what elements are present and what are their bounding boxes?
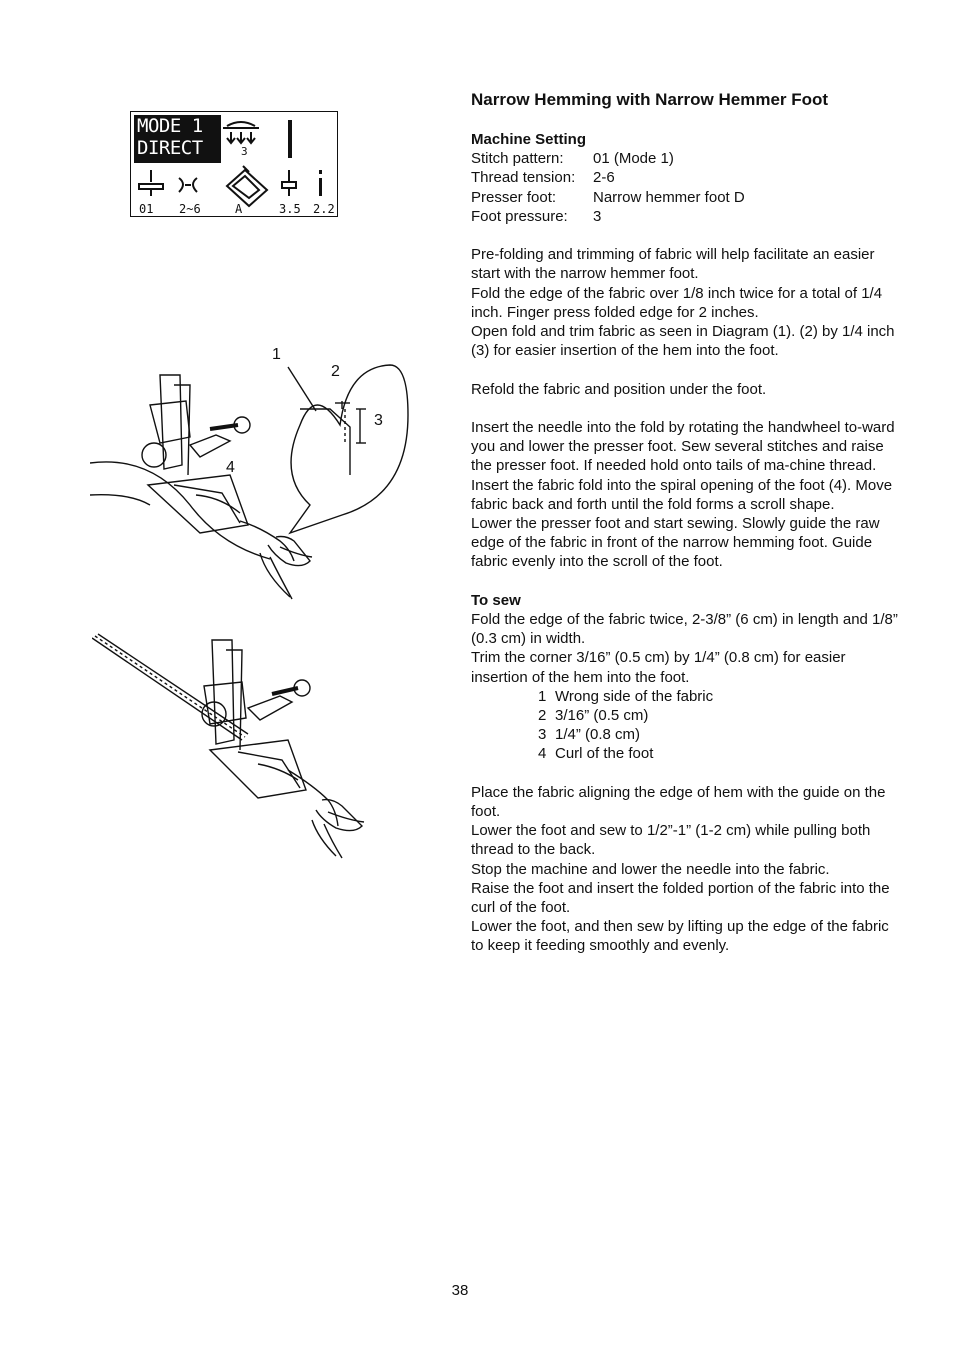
- legend-item: [538, 725, 901, 744]
- direct-label: DIRECT: [137, 137, 203, 159]
- callout-1: 1: [272, 346, 281, 363]
- stitch-pattern-icon: [139, 170, 163, 196]
- lcd-label-length: 2.2: [313, 202, 335, 216]
- intro-paragraph: Fold the edge of the fabric over 1/8 inch twice for a total of 1/4 inch. Finger press folded edge for 2 inches.: [471, 284, 883, 321]
- legend-item: [538, 744, 901, 763]
- setting-value: 3: [593, 207, 602, 225]
- lcd-label-tension: 2~6: [179, 202, 201, 216]
- intro-paragraph: Open fold and trim fabric as seen in Diagram (1). (2) by 1/4 inch (3) for easier insertion of the hem into the foot.: [471, 323, 895, 360]
- legend-list: [471, 687, 901, 764]
- setting-value: 2-6: [593, 169, 615, 187]
- legend-item: [538, 706, 901, 725]
- legend-number: 3: [538, 726, 547, 744]
- stitch-width-icon: [282, 170, 296, 196]
- legend-item: [538, 687, 901, 706]
- setting-key: Thread tension:: [471, 169, 576, 187]
- final-paragraph: Raise the foot and insert the folded portion of the fabric into the curl of the foot.: [471, 879, 890, 917]
- setting-row: [471, 168, 901, 187]
- needle-icon: [288, 120, 292, 158]
- final-paragraph: Lower the foot, and then sew by lifting up the edge of the fabric to keep it feeding smoothly and evenly.: [471, 918, 889, 955]
- setting-key: Foot pressure:: [471, 207, 568, 225]
- setting-key: Presser foot:: [471, 188, 557, 206]
- mode-label: MODE 1: [137, 115, 203, 137]
- final-paragraph: Lower the foot and sew to 1/2”-1” (1-2 cm) while pulling both thread to the back.: [471, 822, 871, 859]
- final-paragraph: Place the fabric aligning the edge of hem with the guide on the foot.: [471, 783, 886, 821]
- callout-2: 2: [331, 363, 340, 380]
- page-number: 38: [451, 1282, 469, 1299]
- setting-value: Narrow hemmer foot D: [593, 188, 745, 206]
- final-paragraph: Stop the machine and lower the needle into the fabric.: [471, 860, 830, 878]
- feed-number: 3: [241, 145, 248, 158]
- legend-number: 4: [538, 745, 547, 763]
- intro-paragraph: Pre-folding and trimming of fabric will help facilitate an easier start with the narrow hemmer foot.: [471, 246, 875, 283]
- lcd-label-pattern: 01: [139, 202, 154, 216]
- instructions-column: [471, 88, 901, 956]
- machine-setting-title: Machine Setting: [471, 131, 587, 148]
- lcd-label-width: 3.5: [279, 202, 301, 216]
- tension-icon: [179, 178, 197, 192]
- legend-text: 1/4” (0.8 cm): [555, 726, 641, 744]
- to-sew-title: To sew: [471, 591, 521, 609]
- stitch-length-icon: [319, 170, 322, 196]
- to-sew-paragraph: Fold the edge of the fabric twice, 2-3/8” (6 cm) in length and 1/8” (0.3 cm) in width.: [471, 611, 898, 648]
- hemmer-foot-illustration-1: [90, 345, 410, 601]
- hemmer-diagram-1: [90, 345, 410, 601]
- legend-text: Curl of the foot: [555, 745, 654, 763]
- to-sew-paragraph: Trim the corner 3/16” (0.5 cm) by 1/4” (0.8 cm) for easier insertion of the hem into the foot.: [471, 649, 846, 686]
- page-title: Narrow Hemming with Narrow Hemmer Foot: [471, 90, 829, 109]
- callout-3: 3: [374, 412, 383, 429]
- setting-key: Stitch pattern:: [471, 150, 564, 168]
- legend-number: 2: [538, 707, 547, 725]
- setting-row: [471, 149, 901, 168]
- legend-text: 3/16” (0.5 cm): [555, 707, 649, 725]
- legend-number: 1: [538, 687, 547, 705]
- insert-paragraph: Insert the needle into the fold by rotating the handwheel to-ward you and lower the presser foot. Sew several stitches and raise the presser foot. If needed hold onto tails of ma-chine thread. Insert the fabric fold into the spiral opening of the foot (4). Move fabric back and forth until the fold forms a scroll shape.: [471, 419, 895, 513]
- insert-paragraph: Lower the presser foot and start sewing. Slowly guide the raw edge of the fabric in front of the narrow hemming foot. Guide fabric evenly into the scroll of the foot.: [471, 515, 880, 571]
- lcd-display: [130, 111, 338, 217]
- legend-text: Wrong side of the fabric: [555, 687, 714, 705]
- setting-row: [471, 188, 901, 207]
- lcd-label-foot: A: [235, 202, 243, 216]
- setting-row: [471, 207, 901, 226]
- feed-dog-icon: [223, 122, 259, 143]
- hemmer-diagram-2: [92, 630, 372, 860]
- refold-paragraph: Refold the fabric and position under the foot.: [471, 380, 767, 398]
- hemmer-foot-illustration-2: [92, 630, 372, 860]
- presser-foot-icon: [227, 166, 267, 206]
- callout-4: 4: [226, 459, 235, 476]
- setting-value: 01 (Mode 1): [593, 150, 674, 168]
